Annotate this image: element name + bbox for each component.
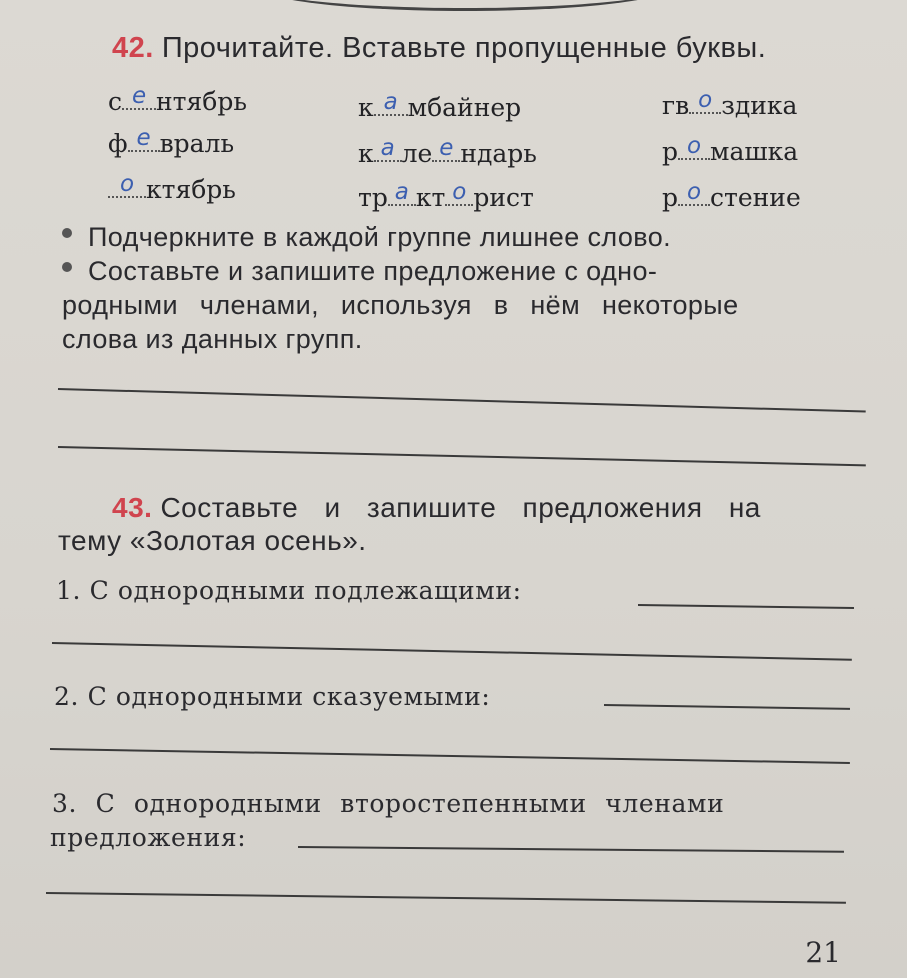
answer-line[interactable]: [50, 748, 850, 764]
bullet-icon: [62, 228, 72, 238]
letter-gap[interactable]: е: [128, 126, 160, 152]
word-item: р о стение: [662, 179, 801, 212]
letter-gap[interactable]: о: [108, 172, 146, 198]
bullet-instruction-1: Подчеркните в каждой группе лишнее слово.: [62, 222, 671, 253]
previous-text-border: [255, 0, 675, 11]
exercise-42-heading: [112, 32, 766, 65]
word-item: к а ле е ндарь: [358, 135, 537, 168]
word-item: р о машка: [662, 133, 799, 166]
answer-line[interactable]: [52, 642, 852, 661]
word-item: гв о здика: [662, 87, 798, 120]
exercise-43-title: Составьте и запишите предложения на: [160, 492, 761, 523]
answer-line[interactable]: [46, 892, 846, 904]
task-1-label: 1. С однородными подлежащими:: [56, 576, 522, 605]
letter-gap[interactable]: а: [374, 90, 408, 116]
letter-gap[interactable]: е: [432, 136, 460, 162]
answer-line[interactable]: [604, 704, 850, 710]
exercise-42-title: Прочитайте. Вставьте пропущенные буквы.: [161, 32, 767, 64]
letter-gap[interactable]: о: [678, 180, 710, 206]
word-item: к а мбайнер: [358, 89, 522, 122]
answer-line[interactable]: [298, 846, 844, 853]
letter-gap[interactable]: о: [678, 134, 710, 160]
letter-gap[interactable]: е: [122, 84, 156, 110]
exercise-43-heading: [112, 492, 761, 524]
task-3-label-line2: предложения:: [50, 823, 247, 852]
exercise-42-number: 42.: [112, 32, 154, 64]
bullet-icon: [62, 262, 72, 272]
bullet-instruction-2: Составьте и запишите предложение с одно-: [62, 256, 657, 287]
task-2-label: 2. С однородными сказуемыми:: [54, 682, 491, 711]
answer-line[interactable]: [58, 388, 866, 413]
instruction-line: родными членами, используя в нём некоторые: [62, 290, 739, 320]
exercise-43-title-line2: тему «Золотая осень».: [58, 525, 367, 556]
letter-gap[interactable]: а: [374, 136, 402, 162]
word-item: ф е враль: [108, 125, 235, 158]
instruction-line: слова из данных групп.: [62, 324, 363, 354]
task-3-label: 3. С однородными второстепенными членами: [52, 789, 725, 818]
letter-gap[interactable]: а: [388, 180, 416, 206]
exercise-43-number: 43.: [112, 492, 153, 523]
page-number: 21: [805, 936, 841, 969]
word-item: тр а кт о рист: [358, 179, 534, 212]
answer-line[interactable]: [58, 446, 866, 466]
letter-gap[interactable]: о: [689, 88, 721, 114]
word-item: с е нтябрь: [108, 83, 247, 116]
letter-gap[interactable]: о: [445, 180, 473, 206]
answer-line[interactable]: [638, 604, 854, 609]
word-item: о ктябрь: [108, 172, 236, 204]
